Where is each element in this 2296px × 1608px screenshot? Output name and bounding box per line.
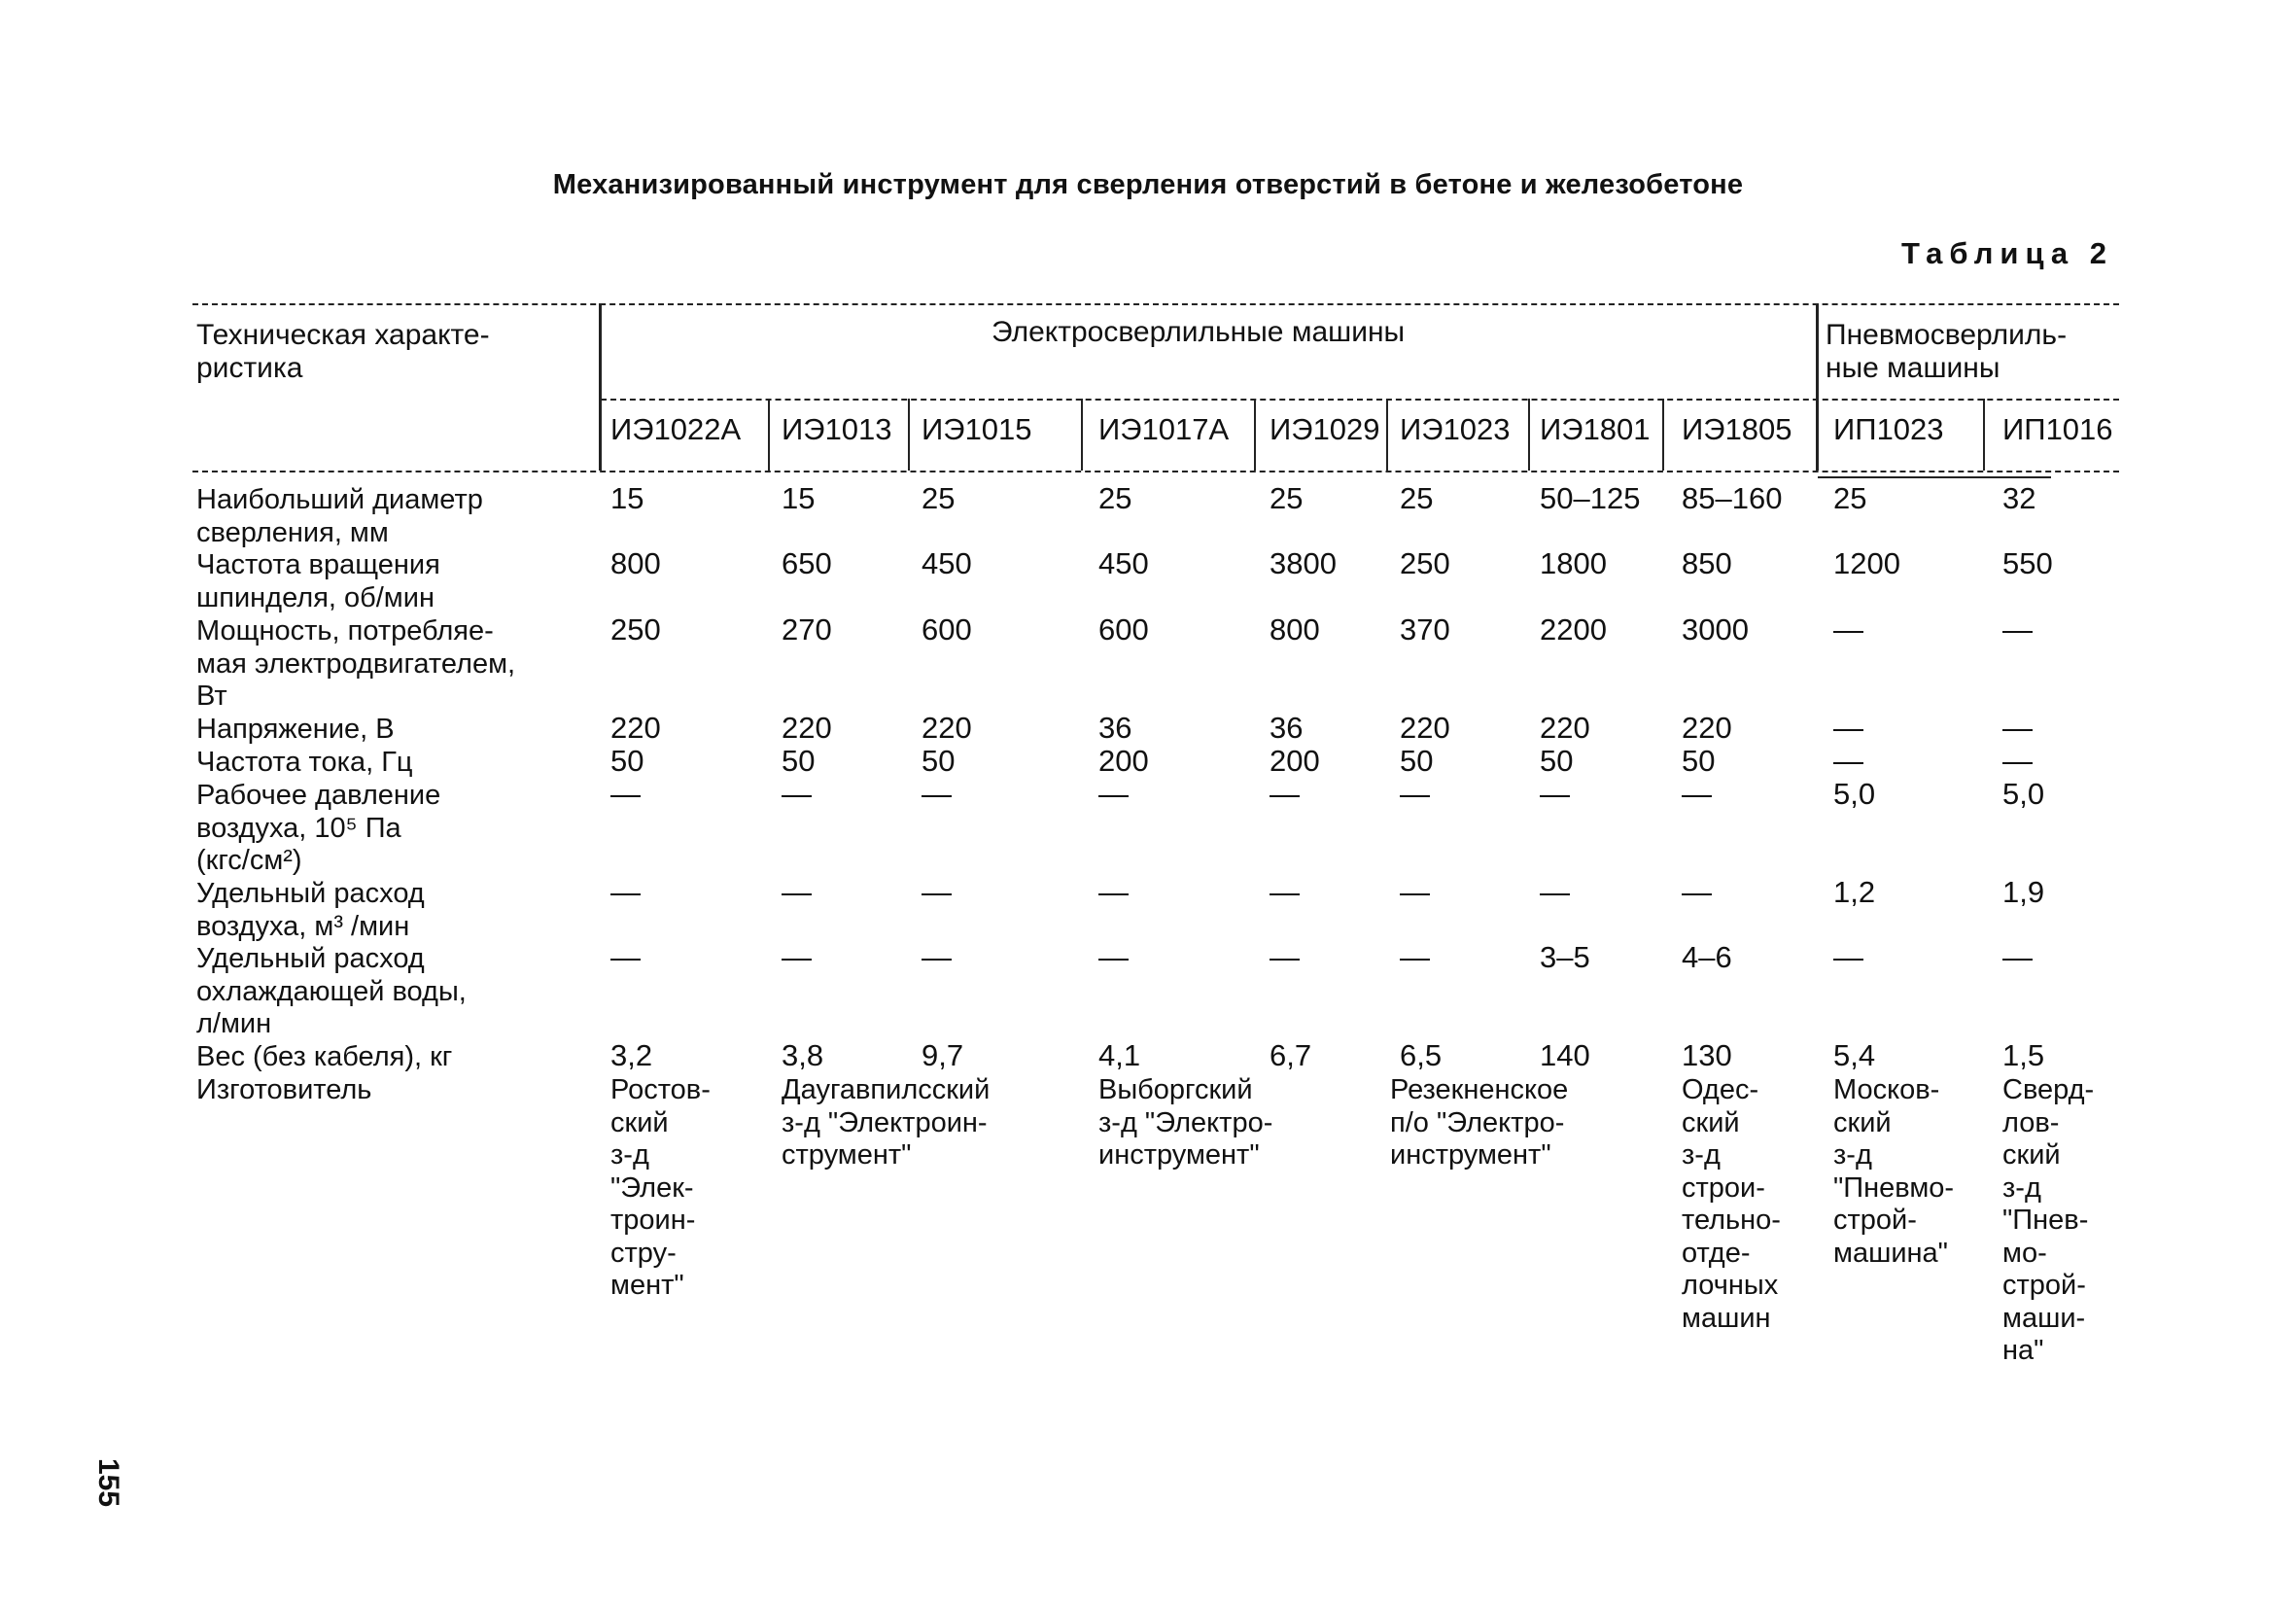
model-header: ИЭ1022А (610, 412, 742, 446)
column-separator (1081, 399, 1083, 471)
value-cell: 32 (2002, 481, 2036, 515)
value-cell: 200 (1270, 744, 1320, 778)
value-cell: 6,7 (1270, 1038, 1312, 1072)
manufacturer-cell: Сверд- лов- ский з-д "Пнев- мо- строй- маши- на" (2002, 1074, 2095, 1366)
value-cell: 2200 (1540, 612, 1607, 647)
value-cell: — (610, 875, 641, 909)
value-cell: 220 (1400, 711, 1450, 745)
column-separator (768, 399, 770, 471)
document-title: Механизированный инструмент для сверления отверстий в бетоне и железобетоне (552, 169, 1744, 200)
column-separator (1528, 399, 1530, 471)
value-cell: 250 (1400, 546, 1450, 580)
column-separator (908, 399, 910, 471)
value-cell: 4,1 (1098, 1038, 1141, 1072)
value-cell: 220 (1540, 711, 1590, 745)
column-separator (1386, 399, 1388, 471)
model-header: ИЭ1017А (1098, 412, 1230, 446)
row-label: Мощность, потребляе- мая электродвигателем, Вт (196, 615, 516, 712)
model-header: ИЭ1029 (1270, 412, 1380, 446)
value-cell: 25 (1400, 481, 1434, 515)
manufacturer-cell: Резекненское п/о "Электро- инструмент" (1390, 1074, 1569, 1171)
value-cell: 25 (1270, 481, 1304, 515)
value-cell: — (1833, 612, 1863, 647)
value-cell: 850 (1682, 546, 1732, 580)
value-cell: 220 (922, 711, 972, 745)
row-label: Изготовитель (196, 1074, 372, 1105)
value-cell: 550 (2002, 546, 2053, 580)
value-cell: 1,9 (2002, 875, 2045, 909)
row-label: Наибольший диаметр сверления, мм (196, 484, 483, 548)
value-cell: 6,5 (1400, 1038, 1443, 1072)
manufacturer-cell: Выборгский з-д "Электро- инструмент" (1098, 1074, 1273, 1171)
value-cell: 650 (782, 546, 832, 580)
value-cell: 1,5 (2002, 1038, 2045, 1072)
value-cell: — (922, 875, 952, 909)
value-cell: 36 (1098, 711, 1132, 745)
value-cell: — (1270, 940, 1300, 974)
value-cell: 25 (922, 481, 956, 515)
manufacturer-cell: Одес- ский з-д строи- тельно- отде- лочных машин (1682, 1074, 1781, 1334)
model-header: ИЭ1023 (1400, 412, 1511, 446)
header-pneumatic-group: Пневмосверлиль- ные машины (1826, 319, 2068, 384)
value-cell: 3,2 (610, 1038, 653, 1072)
value-cell: — (1270, 777, 1300, 811)
column-separator-pneumatic (1816, 303, 1819, 471)
value-cell: 450 (1098, 546, 1149, 580)
value-cell: 25 (1833, 481, 1867, 515)
row-label: Частота тока, Гц (196, 747, 413, 778)
model-header: ИП1023 (1833, 412, 1944, 446)
value-cell: 5,0 (2002, 777, 2045, 811)
value-cell: 800 (1270, 612, 1320, 647)
value-cell: 220 (610, 711, 661, 745)
value-cell: — (922, 940, 952, 974)
model-header: ИЭ1805 (1682, 412, 1792, 446)
value-cell: — (1540, 777, 1570, 811)
value-cell: — (782, 777, 812, 811)
value-cell: — (1682, 875, 1712, 909)
value-cell: — (2002, 612, 2033, 647)
value-cell: 25 (1098, 481, 1132, 515)
value-cell: 220 (1682, 711, 1732, 745)
value-cell: 270 (782, 612, 832, 647)
value-cell: 3000 (1682, 612, 1749, 647)
value-cell: 250 (610, 612, 661, 647)
value-cell: 3–5 (1540, 940, 1590, 974)
value-cell: 220 (782, 711, 832, 745)
value-cell: 600 (1098, 612, 1149, 647)
row-label: Частота вращения шпинделя, об/мин (196, 549, 440, 613)
row-label: Удельный расход воздуха, м³ /мин (196, 878, 425, 942)
column-separator (1983, 399, 1985, 471)
pneumatic-underline (1818, 476, 2051, 478)
value-cell: 450 (922, 546, 972, 580)
page-number: 155 (92, 1458, 124, 1508)
value-cell: 130 (1682, 1038, 1732, 1072)
model-header: ИЭ1801 (1540, 412, 1651, 446)
row-label: Напряжение, В (196, 714, 395, 745)
value-cell: 140 (1540, 1038, 1590, 1072)
value-cell: 50–125 (1540, 481, 1641, 515)
model-header: ИП1016 (2002, 412, 2113, 446)
value-cell: 50 (1400, 744, 1434, 778)
value-cell: — (1833, 940, 1863, 974)
value-cell: 50 (922, 744, 956, 778)
value-cell: — (610, 777, 641, 811)
row-label: Удельный расход охлаждающей воды, л/мин (196, 943, 467, 1039)
value-cell: — (1682, 777, 1712, 811)
header-divider-rule (601, 399, 2119, 401)
manufacturer-cell: Ростов- ский з-д "Элек- троин- стру- мент" (610, 1074, 711, 1301)
value-cell: — (782, 940, 812, 974)
value-cell: — (2002, 711, 2033, 745)
value-cell: 50 (1682, 744, 1716, 778)
column-separator (1662, 399, 1664, 471)
value-cell: — (1270, 875, 1300, 909)
header-characteristic: Техническая характе- ристика (196, 319, 490, 384)
row-label: Рабочее давление воздуха, 10⁵ Па (кгс/см²) (196, 780, 441, 876)
value-cell: — (1400, 777, 1430, 811)
value-cell: 200 (1098, 744, 1149, 778)
header-electric-group: Электросверлильные машины (991, 316, 1406, 348)
manufacturer-cell: Москов- ский з-д "Пневмо- строй- машина" (1833, 1074, 1955, 1269)
value-cell: — (2002, 744, 2033, 778)
value-cell: 15 (610, 481, 644, 515)
value-cell: 15 (782, 481, 816, 515)
value-cell: — (782, 875, 812, 909)
model-header: ИЭ1013 (782, 412, 892, 446)
value-cell: 1800 (1540, 546, 1607, 580)
value-cell: — (1400, 875, 1430, 909)
value-cell: 9,7 (922, 1038, 964, 1072)
value-cell: 1,2 (1833, 875, 1876, 909)
value-cell: 3,8 (782, 1038, 824, 1072)
value-cell: — (610, 940, 641, 974)
value-cell: 50 (1540, 744, 1574, 778)
value-cell: 36 (1270, 711, 1304, 745)
value-cell: 800 (610, 546, 661, 580)
manufacturer-cell: Даугавпилсский з-д "Электроин- струмент" (782, 1074, 991, 1171)
value-cell: — (1098, 875, 1129, 909)
header-bottom-rule (192, 471, 2119, 472)
value-cell: — (1098, 777, 1129, 811)
value-cell: 600 (922, 612, 972, 647)
value-cell: — (1540, 875, 1570, 909)
column-separator (1254, 399, 1256, 471)
value-cell: 5,4 (1833, 1038, 1876, 1072)
value-cell: 50 (610, 744, 644, 778)
column-separator-main (599, 303, 602, 471)
value-cell: — (1833, 711, 1863, 745)
value-cell: — (922, 777, 952, 811)
value-cell: 50 (782, 744, 816, 778)
value-cell: 3800 (1270, 546, 1337, 580)
model-header: ИЭ1015 (922, 412, 1032, 446)
value-cell: 5,0 (1833, 777, 1876, 811)
value-cell: — (2002, 940, 2033, 974)
value-cell: — (1833, 744, 1863, 778)
value-cell: — (1400, 940, 1430, 974)
table-label: Таблица 2 (1900, 236, 2113, 270)
value-cell: 4–6 (1682, 940, 1732, 974)
value-cell: 1200 (1833, 546, 1900, 580)
value-cell: — (1098, 940, 1129, 974)
table-top-rule (192, 303, 2119, 305)
value-cell: 370 (1400, 612, 1450, 647)
value-cell: 85–160 (1682, 481, 1783, 515)
row-label: Вес (без кабеля), кг (196, 1041, 453, 1072)
